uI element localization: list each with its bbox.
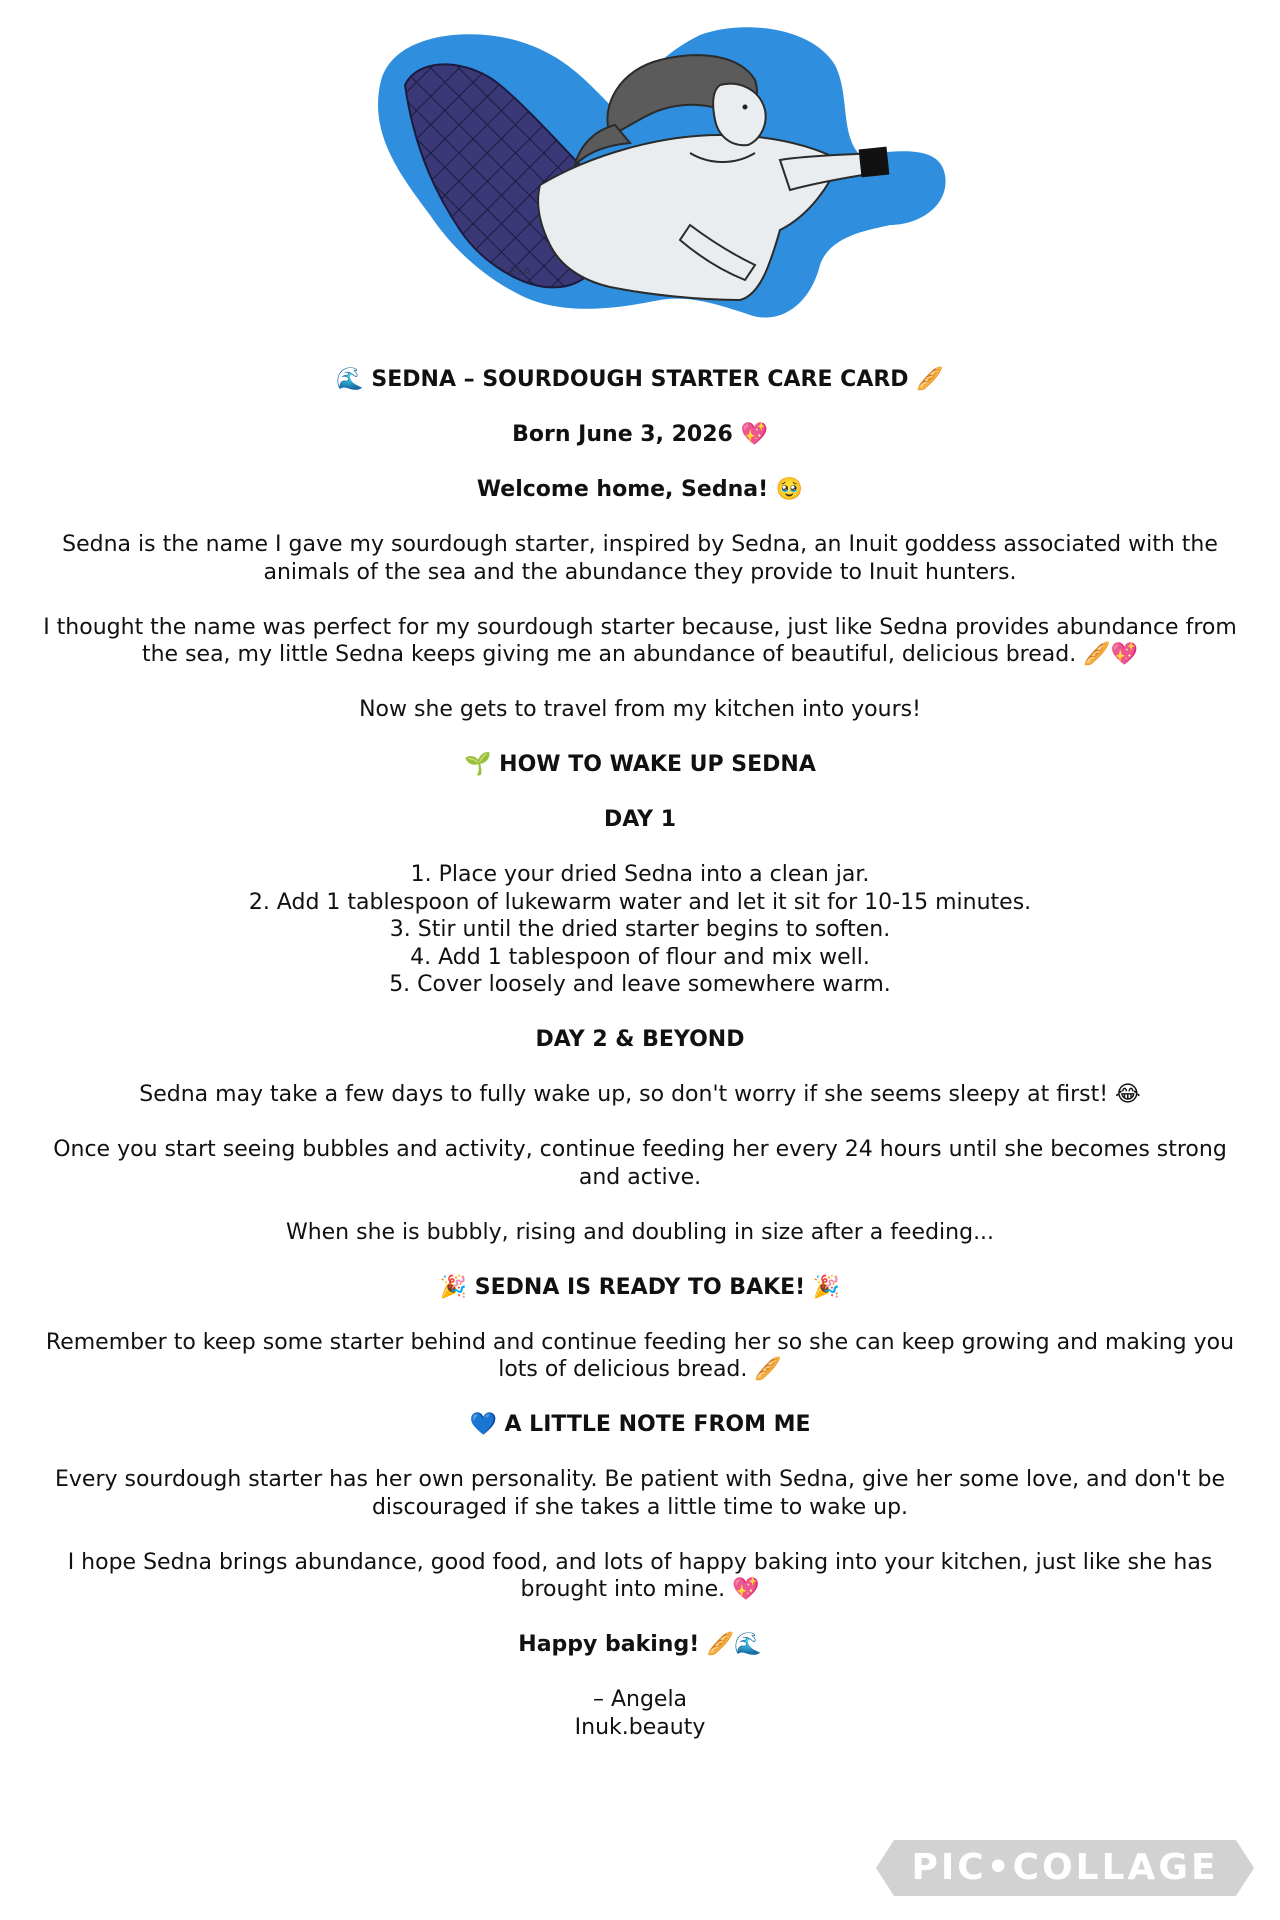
closing-line: Happy baking! 🥖🌊 (518, 1632, 762, 1657)
intro-paragraph-2: I thought the name was perfect for my sourdough starter because, just like Sedna provides abundance from the sea, my little Sedna keeps giving me an abundance of beautiful, delicious bread. 🥖💖 (43, 614, 1237, 667)
step-item: 1. Place your dried Sedna into a clean jar. (410, 862, 870, 887)
watermark-text: PIC•COLLAGE (911, 1847, 1219, 1888)
note-paragraph-2: I hope Sedna brings abundance, good food, and lots of happy baking into your kitchen, just like she has brought into mine. 💖 (67, 1549, 1213, 1602)
ready-heading: 🎉 SEDNA IS READY TO BAKE! 🎉 (439, 1274, 841, 1300)
day2-paragraph-2: Once you start seeing bubbles and activity, continue feeding her every 24 hours until she becomes strong and active. (53, 1137, 1227, 1190)
note-paragraph-1: Every sourdough starter has her own personality. Be patient with Sedna, give her some love, and don't be discouraged if she takes a little time to wake up. (54, 1467, 1226, 1520)
day1-heading: DAY 1 (603, 807, 677, 832)
intro-paragraph-3: Now she gets to travel from my kitchen into yours! (359, 697, 921, 722)
wake-heading: 🌱 HOW TO WAKE UP SEDNA (464, 752, 816, 777)
born-date: Born June 3, 2026 💖 (512, 422, 768, 447)
artwork-signature: ELA (510, 265, 531, 278)
step-item: 2. Add 1 tablespoon of lukewarm water and let it sit for 10-15 minutes. (248, 889, 1032, 915)
day2-paragraph-3: When she is bubbly, rising and doubling in size after a feeding... (285, 1219, 995, 1245)
signoff-name: – Angela (592, 1687, 688, 1712)
wrist-band-shape (859, 147, 890, 178)
welcome-line: Welcome home, Sedna! 🥹 (476, 477, 804, 502)
step-item: 4. Add 1 tablespoon of flour and mix well. (410, 944, 870, 970)
day2-paragraph-1: Sedna may take a few days to fully wake up, so don't worry if she seems sleepy at first! 😂 (139, 1082, 1141, 1107)
steps-list (40, 861, 1240, 999)
card-title: 🌊 SEDNA – SOURDOUGH STARTER CARE CARD 🥖 (336, 367, 944, 392)
note-heading: 💙 A LITTLE NOTE FROM ME (469, 1412, 811, 1437)
sedna-mermaid-artwork (360, 25, 960, 325)
day2-heading: DAY 2 & BEYOND (535, 1027, 745, 1052)
remember-paragraph: Remember to keep some starter behind and continue feeding her so she can keep growing and making you lots of delicious bread. 🥖 (45, 1329, 1235, 1382)
care-card (40, 366, 1240, 1769)
step-item: 3. Stir until the dried starter begins to soften. (389, 917, 891, 942)
intro-paragraph-1: Sedna is the name I gave my sourdough starter, inspired by Sedna, an Inuit goddess associated with the animals of the sea and the abundance they provide to Inuit hunters. (62, 532, 1218, 585)
signoff (40, 1686, 1240, 1741)
eye-shape (743, 105, 748, 110)
step-item: 5. Cover loosely and leave somewhere warm. (389, 972, 891, 997)
signoff-handle: Inuk.beauty (574, 1714, 706, 1740)
